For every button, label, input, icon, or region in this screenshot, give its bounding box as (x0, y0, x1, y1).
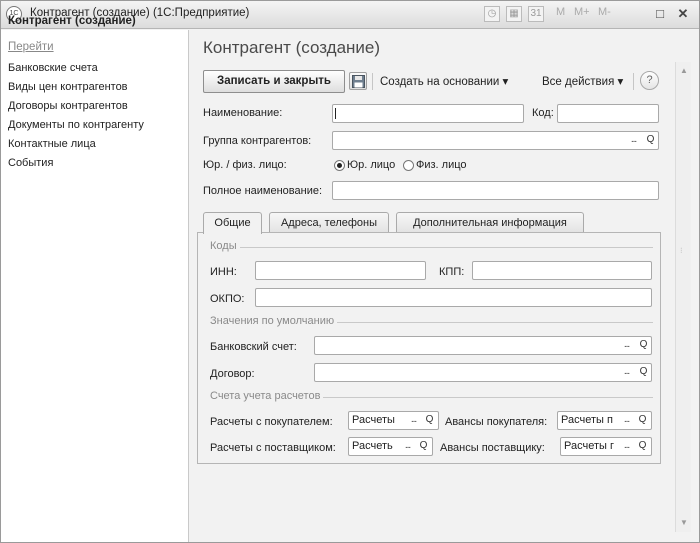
name-field[interactable] (332, 104, 524, 123)
vertical-scrollbar[interactable] (675, 62, 691, 532)
memory-plus-button[interactable]: M+ (574, 6, 590, 18)
scroll-grip-icon[interactable]: ⁝ (680, 246, 683, 255)
search-icon[interactable]: Q (646, 134, 655, 145)
tab-general[interactable]: Общие (203, 212, 262, 234)
legal-entity-radio[interactable] (334, 160, 345, 171)
buyer-advances-field[interactable] (557, 411, 652, 430)
choose-button[interactable]: ... (623, 414, 630, 425)
buyer-advances-label: Авансы покупателя: (445, 416, 548, 428)
navigation-title: Контрагент (создание) (8, 15, 136, 27)
supplier-advances-label: Авансы поставщику: (440, 442, 545, 454)
supplier-advances-field[interactable] (560, 437, 652, 456)
okpo-field[interactable] (255, 288, 652, 307)
scroll-up-icon[interactable]: ▲ (680, 66, 688, 75)
nav-item-contracts[interactable]: Договоры контрагентов (8, 100, 128, 112)
individual-radio[interactable] (403, 160, 414, 171)
tab-addresses-phones[interactable]: Адреса, телефоны (269, 212, 389, 233)
search-icon[interactable]: Q (419, 440, 428, 451)
person-type-label: Юр. / физ. лицо: (203, 159, 287, 171)
supplier-advances-value: Расчеты г (564, 440, 614, 452)
full-name-label: Полное наименование: (203, 185, 323, 197)
form-title: Контрагент (создание) (203, 38, 381, 57)
bank-account-label: Банковский счет: (210, 341, 297, 353)
inn-label: ИНН: (210, 266, 237, 278)
nav-item-bank-accounts[interactable]: Банковские счета (8, 62, 98, 74)
nav-item-price-types[interactable]: Виды цен контрагентов (8, 81, 128, 93)
buyer-settlements-value: Расчеты (352, 414, 395, 426)
kpp-field[interactable] (472, 261, 652, 280)
kpp-label: КПП: (439, 266, 465, 278)
choose-button[interactable]: ... (623, 339, 630, 350)
supplier-settlements-label: Расчеты с поставщиком: (210, 442, 336, 454)
tab-additional-info[interactable]: Дополнительная информация (396, 212, 584, 233)
nav-item-documents[interactable]: Документы по контрагенту (8, 119, 144, 131)
history-icon[interactable]: ◷ (484, 6, 500, 22)
save-and-close-button[interactable]: Записать и закрыть (203, 70, 345, 93)
help-button[interactable]: ? (640, 71, 659, 90)
choose-button[interactable]: ... (623, 366, 630, 377)
search-icon[interactable]: Q (638, 440, 647, 451)
supplier-settlements-field[interactable] (348, 437, 433, 456)
save-button[interactable] (349, 72, 367, 90)
floppy-disk-icon (352, 75, 365, 88)
buyer-advances-value: Расчеты п (561, 414, 613, 426)
choose-button[interactable]: ... (623, 440, 630, 451)
inn-field[interactable] (255, 261, 426, 280)
search-icon[interactable]: Q (638, 414, 647, 425)
memory-minus-button[interactable]: M- (598, 6, 611, 18)
text-cursor (335, 108, 336, 119)
nav-item-contacts[interactable]: Контактные лица (8, 138, 96, 150)
calculator-icon[interactable]: ▦ (506, 6, 522, 22)
okpo-label: ОКПО: (210, 293, 245, 305)
code-field[interactable] (557, 104, 659, 123)
window-title: Контрагент (создание) (1С:Предприятие) (30, 7, 250, 19)
search-icon[interactable]: Q (425, 414, 434, 425)
memory-m-button[interactable]: M (556, 6, 566, 18)
individual-label: Физ. лицо (416, 159, 467, 171)
codes-group-title: Коды (210, 240, 240, 252)
buyer-settlements-field[interactable] (348, 411, 439, 430)
search-icon[interactable]: Q (639, 366, 648, 377)
calendar-icon[interactable]: 31 (528, 6, 544, 22)
app-logo: 1С (6, 6, 22, 22)
defaults-group-title: Значения по умолчанию (210, 315, 337, 327)
nav-item-events[interactable]: События (8, 157, 54, 169)
navigation-go-label: Перейти (8, 41, 54, 53)
search-icon[interactable]: Q (639, 339, 648, 350)
accounts-group-title: Счета учета расчетов (210, 390, 323, 402)
group-label: Группа контрагентов: (203, 135, 312, 147)
all-actions-button[interactable]: Все действия ▾ (542, 76, 624, 88)
toolbar-separator (633, 73, 634, 90)
full-name-field[interactable] (332, 181, 659, 200)
supplier-settlements-value: Расчеть (352, 440, 393, 452)
group-divider (210, 247, 653, 248)
scroll-down-icon[interactable]: ▼ (680, 518, 688, 527)
contract-label: Договор: (210, 368, 255, 380)
name-label: Наименование: (203, 107, 283, 119)
toolbar-separator (372, 73, 373, 90)
buyer-settlements-label: Расчеты с покупателем: (210, 416, 333, 428)
minimize-button[interactable]: □ (656, 6, 664, 21)
bank-account-field[interactable] (314, 336, 652, 355)
contract-field[interactable] (314, 363, 652, 382)
create-based-on-button[interactable]: Создать на основании ▾ (380, 76, 509, 88)
code-label: Код: (532, 107, 554, 119)
choose-button[interactable]: ... (404, 440, 411, 451)
choose-button[interactable]: ... (630, 134, 637, 145)
legal-entity-label: Юр. лицо (347, 159, 396, 171)
close-button[interactable]: ✕ (677, 6, 689, 21)
group-field[interactable] (332, 131, 659, 150)
choose-button[interactable]: ... (410, 414, 417, 425)
